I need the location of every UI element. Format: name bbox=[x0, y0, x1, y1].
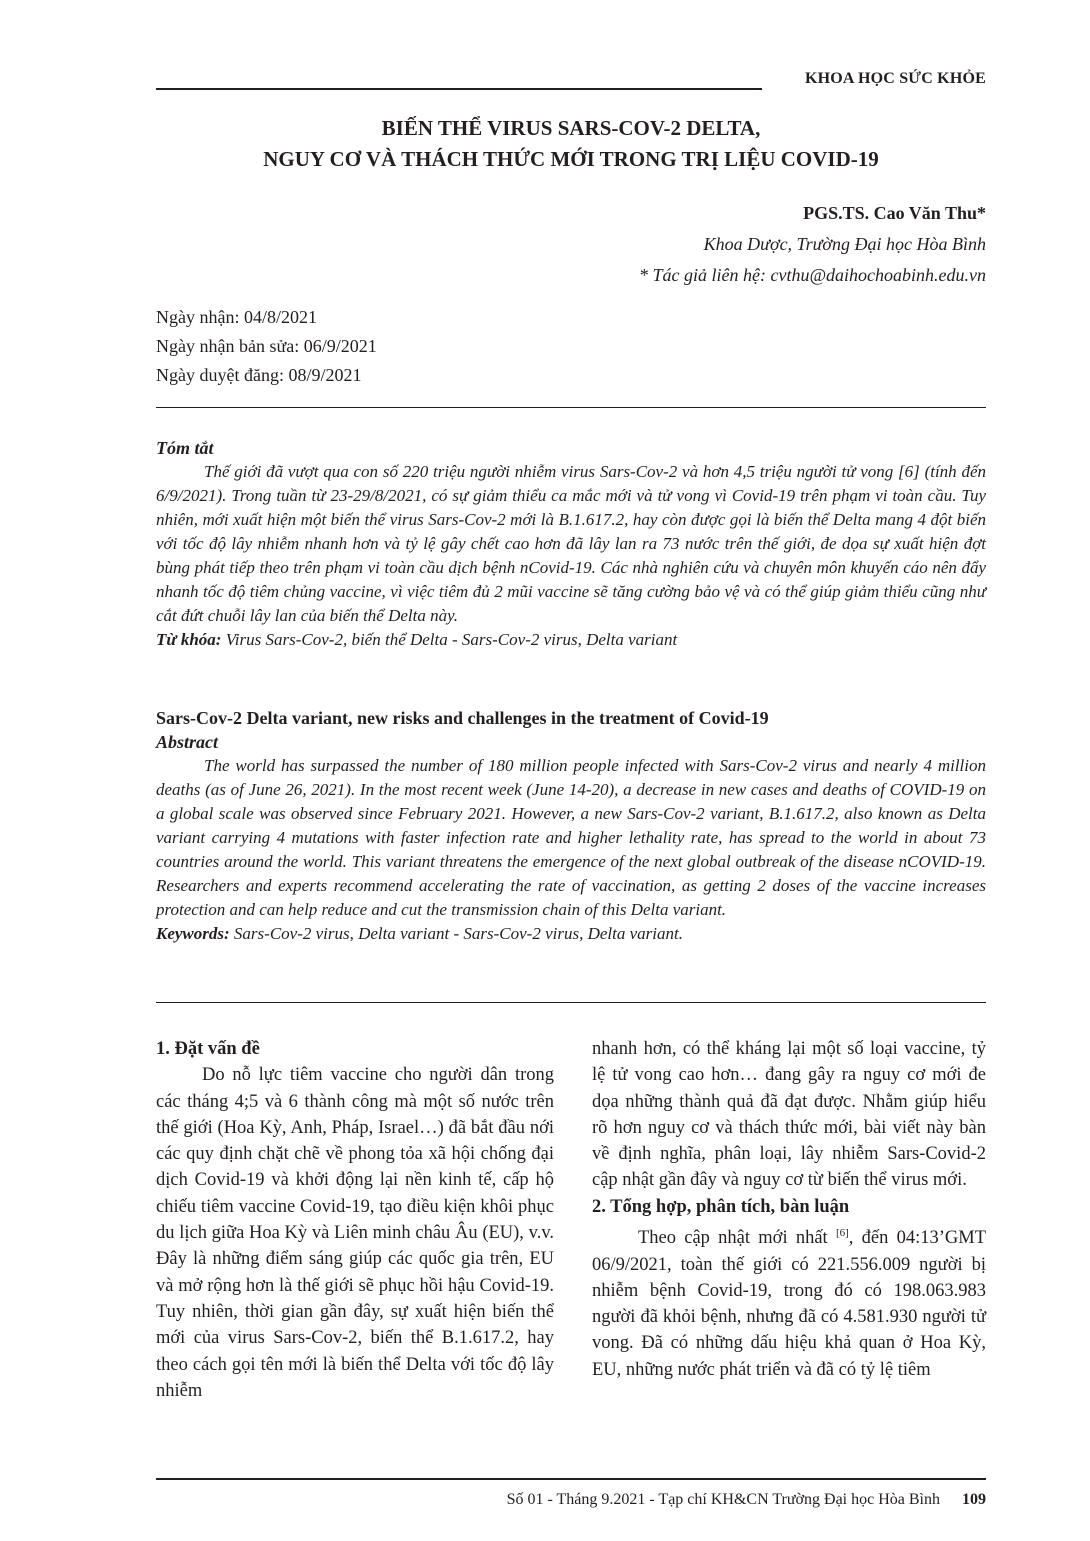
section-1-paragraph-continued: nhanh hơn, có thể kháng lại một số loại vaccine, tỷ lệ tử vong cao hơn… đang gây ra nguy cơ mới đe dọa những thành quả đã đạt được. Nhằm giúp hiểu rõ hơn nguy cơ và thách thức mới, bài viết này bàn về định nghĩa, phân loại, lây nhiễm Sars-Covid-2 cập nhật gần đây và nguy cơ từ biến thể virus mới. bbox=[592, 1039, 986, 1191]
summary-vi-heading: Tóm tắt bbox=[156, 438, 214, 458]
english-title: Sars-Cov-2 Delta variant, new risks and challenges in the treatment of Covid-19 bbox=[156, 708, 769, 728]
date-received: Ngày nhận: 04/8/2021 bbox=[156, 307, 317, 327]
section-2-text-rest: , đến 04:13’GMT 06/9/2021, toàn thế giới có 221.556.009 người bị nhiễm bệnh Covid-19, trong đó có 198.063.983 người đã khỏi bệnh, nhưng đã có 4.581.930 người tử vong. Đã có những dấu hiệu khả quan ở Hoa Kỳ, EU, những nước phát triển và đã có tỷ lệ tiêm bbox=[592, 1228, 987, 1380]
column-right bbox=[592, 1036, 986, 1383]
page-number: 109 bbox=[962, 1491, 986, 1508]
header-rule bbox=[156, 88, 762, 90]
summary-vi bbox=[156, 436, 986, 652]
keywords-vi-text: Virus Sars-Cov-2, biến thể Delta - Sars-Cov-2 virus, Delta variant bbox=[221, 630, 678, 649]
keywords-en bbox=[156, 922, 986, 946]
title-line-1: BIẾN THỂ VIRUS SARS-COV-2 DELTA, bbox=[381, 116, 761, 140]
divider-bottom bbox=[156, 1002, 986, 1003]
section-2-paragraph bbox=[592, 1220, 986, 1383]
keywords-en-text: Sars-Cov-2 virus, Delta variant - Sars-Cov-2 virus, Delta variant. bbox=[229, 924, 683, 943]
section-2-text-start: Theo cập nhật mới nhất bbox=[638, 1228, 836, 1249]
summary-en bbox=[156, 706, 986, 946]
citation-ref: [6] bbox=[835, 1227, 849, 1240]
abstract-heading: Abstract bbox=[156, 732, 219, 752]
author-block bbox=[500, 198, 986, 291]
footer-rule bbox=[156, 1478, 986, 1480]
dates-block bbox=[156, 303, 656, 390]
journal-info: Số 01 - Tháng 9.2021 - Tạp chí KH&CN Trường Đại học Hòa Bình bbox=[506, 1491, 940, 1508]
section-1-heading: 1. Đặt vấn đề bbox=[156, 1039, 260, 1059]
section-2-heading: 2. Tổng hợp, phân tích, bàn luận bbox=[592, 1196, 850, 1217]
footer bbox=[420, 1491, 986, 1509]
keywords-en-label: Keywords: bbox=[156, 924, 230, 943]
abstract-body: The world has surpassed the number of 180 million people infected with Sars-Cov-2 virus and nearly 4 million deaths (as of June 26, 2021). In the most recent week (June 14-20), a decrease in new cases and deaths of COVID-19 on a global scale was observed since February 2021. However, a new Sars-Cov-2 variant, B.1.617.2, also known as Delta variant carrying 4 mutations with faster infection rate and higher lethality rate, has spread to the world in about 73 countries around the world. This variant threatens the emergence of the next global outbreak of the disease nCOVID-19. Researchers and experts recommend accelerating the rate of vaccination, as getting 2 doses of the vaccine increases protection and can help reduce and cut the transmission chain of this Delta variant. bbox=[156, 756, 986, 919]
date-accepted: Ngày duyệt đăng: 08/9/2021 bbox=[156, 365, 362, 385]
divider-top bbox=[156, 407, 986, 408]
author-contact: * Tác giả liên hệ: cvthu@daihochoabinh.edu.vn bbox=[639, 265, 986, 285]
title-line-2: NGUY CƠ VÀ THÁCH THỨC MỚI TRONG TRỊ LIỆU COVID-19 bbox=[263, 147, 879, 171]
keywords-vi-label: Từ khóa: bbox=[156, 630, 222, 649]
section-label: KHOA HỌC SỨC KHỎE bbox=[804, 70, 986, 87]
author-name: PGS.TS. Cao Văn Thu* bbox=[803, 203, 986, 223]
article-title bbox=[156, 113, 986, 175]
date-revised: Ngày nhận bản sửa: 06/9/2021 bbox=[156, 336, 377, 356]
section-1-paragraph: Do nỗ lực tiêm vaccine cho người dân trong các tháng 4;5 và 6 thành công mà một số nước trên thế giới (Hoa Kỳ, Anh, Pháp, Israel…) đã bắt đầu nới các quy định chặt chẽ về phong tỏa xã hội chống đại dịch Covid-19 và khởi động lại nền kinh tế, cấp hộ chiếu tiêm vaccine Covid-19, tạo điều kiện khôi phục du lịch giữa Hoa Kỳ và Liên minh châu Âu (EU), v.v. Đây là những điểm sáng giúp các quốc gia trên, EU và mở rộng hơn là thế giới sẽ phục hồi hậu Covid-19. Tuy nhiên, thời gian gần đây, sự xuất hiện biến thể mới của virus Sars-Cov-2, biến thể B.1.617.2, hay theo cách gọi tên mới là biến thể Delta với tốc độ lây nhiễm bbox=[156, 1065, 554, 1401]
keywords-vi bbox=[156, 628, 986, 652]
author-affiliation: Khoa Dược, Trường Đại học Hòa Bình bbox=[703, 234, 986, 254]
summary-vi-body: Thế giới đã vượt qua con số 220 triệu người nhiễm virus Sars-Cov-2 và hơn 4,5 triệu người tử vong [6] (tính đến 6/9/2021). Trong tuần từ 23-29/8/2021, có sự giảm thiểu ca mắc mới và tử vong vì Covid-19 trên phạm vi toàn cầu. Tuy nhiên, mới xuất hiện một biến thể virus Sars-Cov-2 mới là B.1.617.2, hay còn được gọi là biến thể Delta mang 4 đột biến với tốc độ lây nhiễm nhanh hơn và tỷ lệ gây chết cao hơn đã lây lan ra 73 nước trên thế giới, đe dọa sự xuất hiện đợt bùng phát tiếp theo trên phạm vi toàn cầu dịch bệnh nCovid-19. Các nhà nghiên cứu và chuyên môn khuyến cáo nên đẩy nhanh tốc độ tiêm chủng vaccine, vì việc tiêm đủ 2 mũi vaccine sẽ tăng cường bảo vệ và có thể giúp giảm thiểu cũng như cắt đứt chuỗi lây lan của biến thể Delta này. bbox=[156, 462, 986, 625]
column-left bbox=[156, 1036, 554, 1404]
